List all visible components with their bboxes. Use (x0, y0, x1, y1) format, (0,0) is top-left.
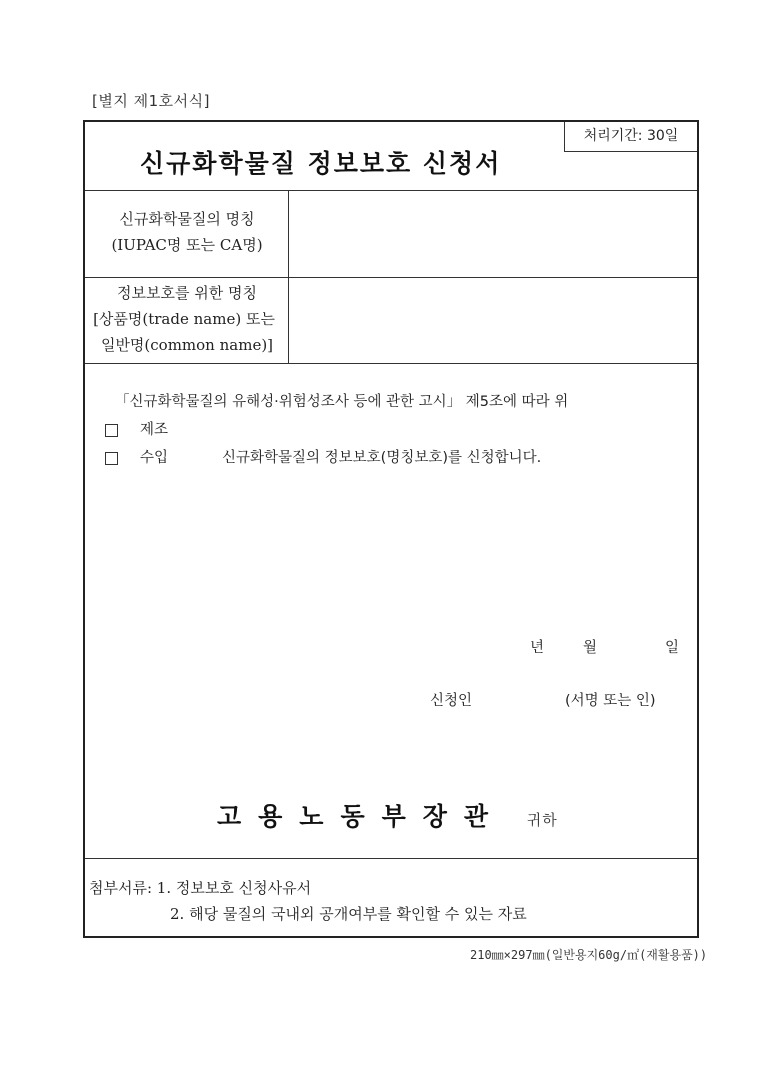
field-label-protected-name: 정보보호를 위한 명칭 [상품명(trade name) 또는 일반명(common name)] (93, 284, 275, 354)
chemical-name-input[interactable] (290, 191, 697, 277)
field-label-chemical-name: 신규화학물질의 명칭 (IUPAC명 또는 CA명) (111, 210, 263, 254)
protected-name-input[interactable] (290, 278, 697, 363)
import-checkbox[interactable] (105, 452, 118, 465)
divider (85, 858, 697, 859)
option-manufacture[interactable]: 제조 (105, 418, 168, 439)
application-form (83, 120, 699, 938)
processing-period: 처리기간: 30일 (564, 122, 697, 152)
recipient-suffix: 귀하 (526, 811, 558, 829)
attachment-item: 2. 해당 물질의 국내외 공개여부를 확인할 수 있는 자료 (170, 905, 527, 923)
day-label: 일 (665, 640, 680, 656)
attachments-label: 첨부서류: (89, 879, 153, 897)
recipient-name: 고용노동부장관 (217, 802, 506, 831)
applicant-label: 신청인 (430, 693, 473, 709)
form-title: 신규화학물질 정보보호 신청서 (140, 149, 502, 178)
manufacture-checkbox[interactable] (105, 424, 118, 437)
attachment-item: 1. 정보보호 신청사유서 (156, 879, 312, 897)
divider (85, 363, 697, 364)
month-label: 월 (583, 640, 598, 656)
request-text: 신규화학물질의 정보보호(명칭보호)를 신청합니다. (222, 450, 542, 466)
attachments-first (89, 877, 311, 898)
option-import[interactable]: 수입 (105, 446, 168, 467)
signature-hint: (서명 또는 인) (565, 693, 656, 709)
statement-intro: 「신규화학물질의 유해성·위험성조사 등에 관한 고시」 제5조에 따라 위 (115, 394, 569, 410)
form-number: [별지 제1호서식] (92, 92, 210, 110)
paper-spec: 210㎜×297㎜(일반용지60g/㎡(재활용품)) (470, 948, 708, 962)
recipient (217, 797, 558, 833)
year-label: 년 (530, 640, 545, 656)
